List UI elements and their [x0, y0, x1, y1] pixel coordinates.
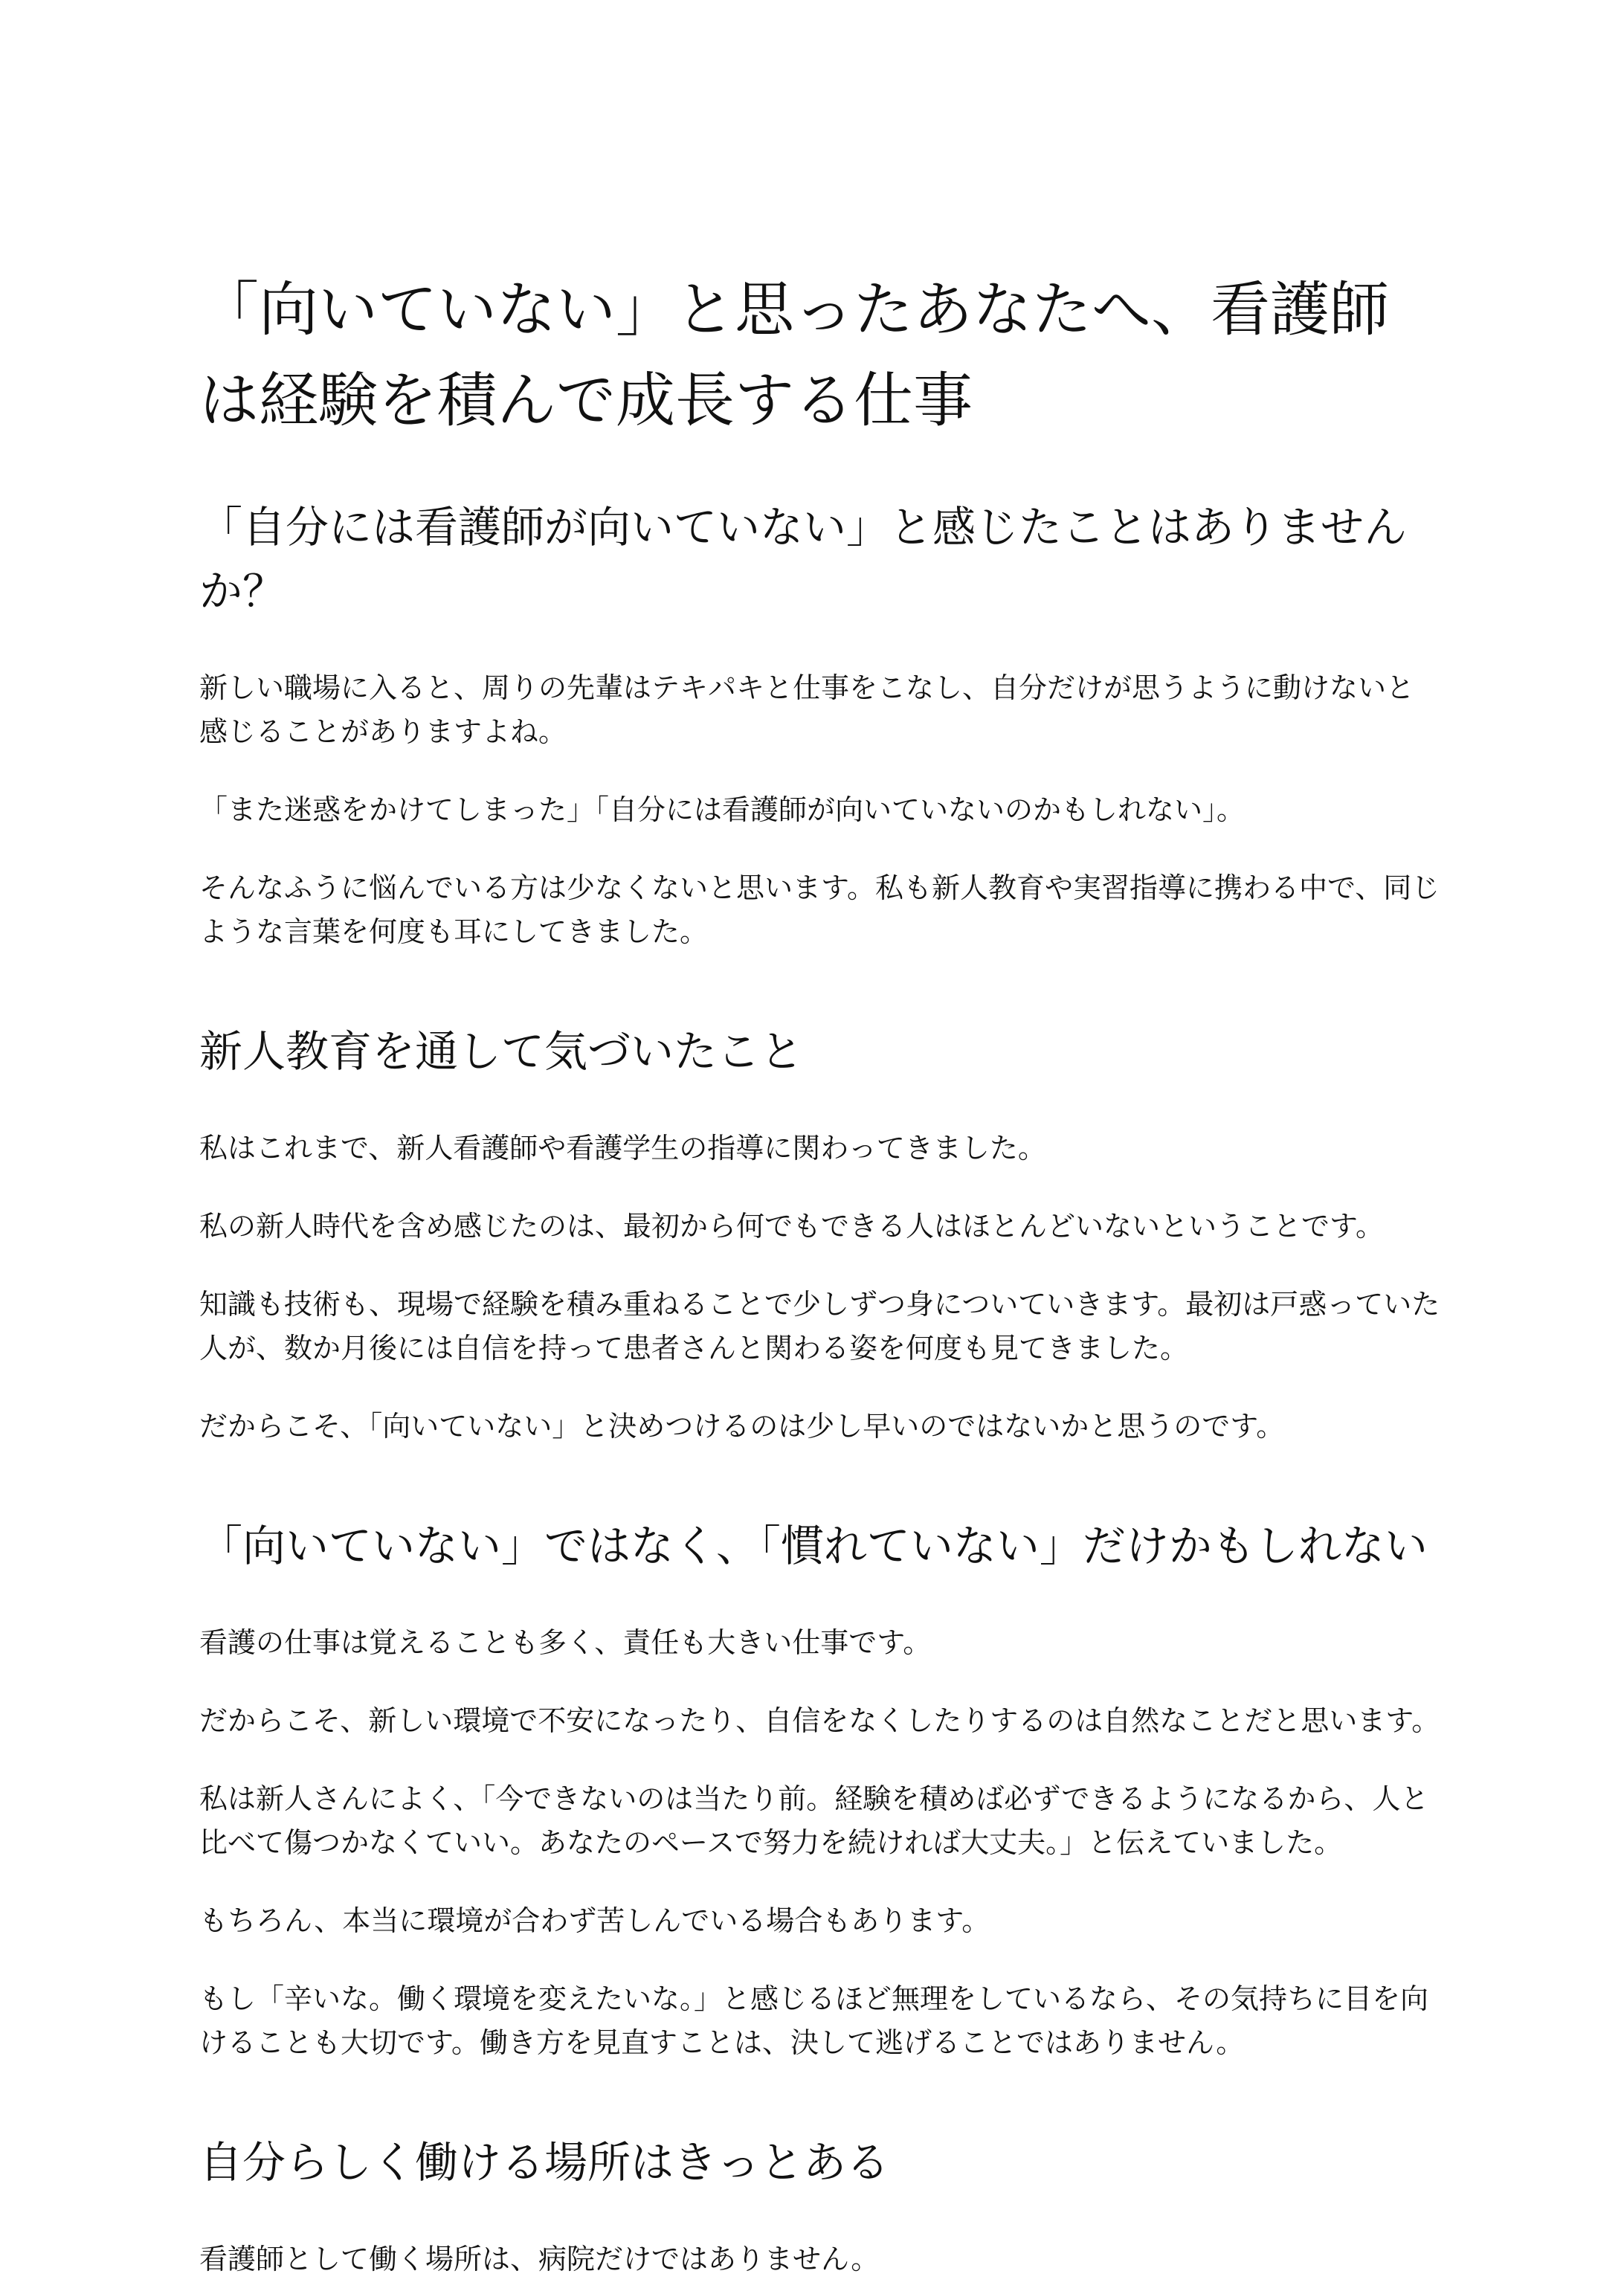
document-page	[199, 265, 1441, 2281]
paragraph: 看護の仕事は覚えることも多く、責任も大きい仕事です。	[199, 1626, 932, 1659]
paragraph: もし「辛いな。働く環境を変えたいな。」と感じるほど無理をしているなら、その気持ちに目を向けることも大切です。働き方を見直すことは、決して逃げることではありません。	[199, 1982, 1429, 2059]
paragraph: 新しい職場に入ると、周りの先輩はテキパキと仕事をこなし、自分だけが思うように動けないと感じることがありますよね。	[199, 671, 1415, 748]
paragraph: 私はこれまで、新人看護師や看護学生の指導に関わってきました。	[199, 1132, 1046, 1164]
paragraph: 看護師として働く場所は、病院だけではありません。	[199, 2243, 880, 2275]
section-heading: 新人教育を通して気づいたこと	[199, 1026, 804, 1077]
paragraph: だからこそ、「向いていない」と決めつけるのは少し早いのではないかと思うのです。	[199, 1410, 1285, 1443]
section-heading: 「自分には看護師が向いていない」と感じたことはありませんか？	[199, 502, 1408, 616]
paragraph: そんなふうに悩んでいる方は少なくないと思います。私も新人教育や実習指導に携わる中で、同じような言葉を何度も耳にしてきました。	[199, 871, 1440, 948]
paragraph: 私は新人さんによく、「今できないのは当たり前。経験を積めば必ずできるようになるから、人と比べて傷つかなくていい。あなたのペースで努力を続ければ大丈夫。」と伝えていました。	[199, 1782, 1429, 1859]
paragraph: 「また迷惑をかけてしまった」「自分には看護師が向いていないのかもしれない」。	[199, 793, 1246, 826]
paragraph: もちろん、本当に環境が合わず苦しんでいる場合もあります。	[199, 1904, 990, 1937]
section-heading: 自分らしく働ける場所はきっとある	[199, 2137, 890, 2188]
paragraph: 私の新人時代を含め感じたのは、最初から何でもできる人はほとんどいないということです。	[199, 1210, 1384, 1243]
paragraph: 知識も技術も、現場で経験を積み重ねることで少しずつ身についていきます。最初は戸惑っていた人が、数か月後には自信を持って患者さんと関わる姿を何度も見てきました。	[199, 1288, 1440, 1365]
page-title: 「向いていない」と思ったあなたへ、看護師は経験を積んで成長する仕事	[199, 275, 1389, 435]
paragraph: だからこそ、新しい環境で不安になったり、自信をなくしたりするのは自然なことだと思います。	[199, 1704, 1440, 1737]
section-heading: 「向いていない」ではなく、「慣れていない」だけかもしれない	[199, 1521, 1428, 1571]
